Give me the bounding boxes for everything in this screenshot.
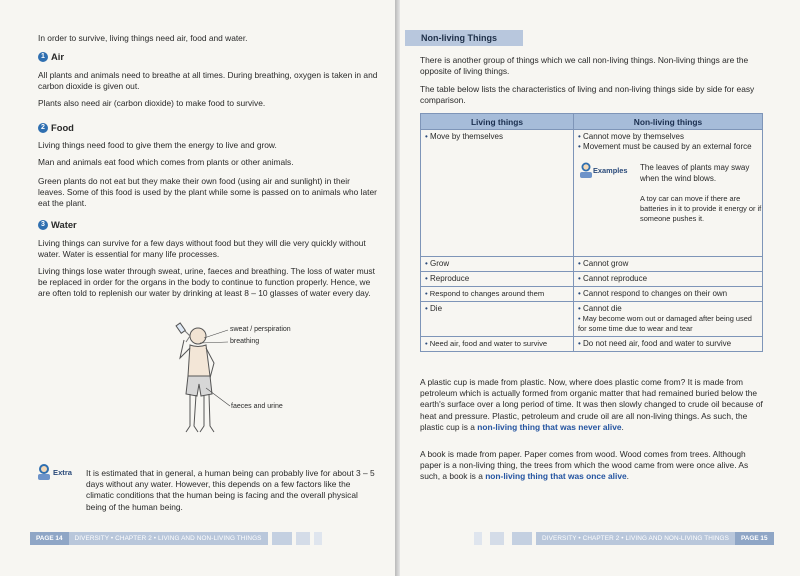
footer-block: [272, 532, 292, 545]
footer-block: [314, 532, 322, 545]
cell-text: • Reproduce: [425, 274, 469, 283]
air-paragraph-1: All plants and animals need to breathe at all times. During breathing, oxygen is taken in and carbon dioxide is given out.: [38, 70, 378, 92]
footer-block: [296, 532, 310, 545]
table-cell: [421, 130, 574, 257]
left-page: [0, 0, 395, 576]
footer-block: [474, 532, 482, 545]
water-heading: [38, 219, 77, 230]
water-heading-label: Water: [51, 219, 77, 230]
table-header-nonliving: Non-living things: [574, 114, 763, 130]
number-badge: 2: [38, 123, 48, 133]
nonliving-paragraph-2: The table below lists the characteristics of living and non-living things side by side for easy comparison.: [420, 84, 755, 106]
cell-text: • Cannot reproduce: [578, 274, 647, 283]
food-paragraph-1: Living things need food to give them the energy to live and grow.: [38, 140, 277, 150]
table-cell: [574, 257, 763, 272]
food-paragraph-3: Green plants do not eat but they make their own food (using air and sunlight) in their leaves. Some of this food is used by the plant while some is passed on to animals who later eat the plant.: [38, 176, 377, 209]
examples-label: Examples: [593, 166, 628, 175]
number-badge: 1: [38, 52, 48, 62]
nonliving-paragraph-1: There is another group of things which we call non-living things. Non-living things are the opposite of living things.: [420, 55, 749, 77]
plastic-cup-end: .: [621, 421, 624, 432]
left-chapter-label: DIVERSITY • CHAPTER 2 • LIVING AND NON-LIVING THINGS: [69, 532, 268, 545]
table-cell: [574, 130, 763, 257]
right-footer: [470, 532, 774, 545]
table-row: [421, 257, 763, 272]
table-cell: [421, 287, 574, 302]
table-header-living: Living things: [421, 114, 574, 130]
cell-text: • Movement must be caused by an external force: [578, 142, 758, 152]
cell-text: • Cannot respond to changes on their own: [578, 289, 727, 298]
cell-text: • Need air, food and water to survive: [425, 339, 547, 348]
human-figure-drawing: [176, 323, 214, 432]
cell-text: • Die: [425, 304, 442, 313]
book-paragraph: [420, 449, 763, 483]
cell-text: • May become worn out or damaged after being used for some time due to wear and tear: [578, 314, 758, 334]
plastic-cup-paragraph: [420, 377, 763, 433]
extra-text: It is estimated that in general, a human being can probably live for about 3 – 5 days without any water. However, this depends on a few factors like the climatic conditions that the human being is facing and the overall physical being of the human being.: [86, 468, 375, 512]
food-paragraph-2: Man and animals eat food which comes from plants or other animals.: [38, 157, 294, 167]
extra-badge: [36, 463, 76, 487]
footer-block: [512, 532, 532, 545]
examples-box: [578, 156, 762, 236]
number-badge: 3: [38, 220, 48, 230]
cell-text: • Cannot die: [578, 304, 758, 314]
right-chapter-label: DIVERSITY • CHAPTER 2 • LIVING AND NON-LIVING THINGS: [536, 532, 735, 545]
table-row: [421, 287, 763, 302]
plastic-cup-highlight: non-living thing that was never alive: [477, 421, 622, 432]
intro-text: In order to survive, living things need air, food and water.: [38, 33, 248, 43]
reader-icon: [578, 162, 594, 178]
cell-text: • Do not need air, food and water to survive: [578, 339, 731, 348]
table-row: [421, 272, 763, 287]
book-end: .: [626, 471, 629, 482]
air-heading-label: Air: [51, 51, 65, 62]
examples-badge: [578, 162, 632, 180]
label-faeces-urine: faeces and urine: [231, 403, 283, 410]
air-paragraph-2: Plants also need air (carbon dioxide) to make food to survive.: [38, 98, 266, 108]
right-page-number: PAGE 15: [735, 532, 774, 545]
example-1: The leaves of plants may sway when the wind blows.: [640, 163, 750, 183]
food-heading: [38, 122, 74, 133]
table-cell: [574, 302, 763, 337]
plastic-cup-text: A plastic cup is made from plastic. Now, where does plastic come from? It is made from petroleum which is actually formed from organic matter that had remained buried below the earth's surface over a long period of time. It was then slowly changed to crude oil because of heat and pressure. Plastic, petroleum and crude oil are all non-living things. As such, the plastic cup is a: [420, 377, 763, 432]
table-cell: [574, 337, 763, 352]
cell-text: • Respond to changes around them: [425, 289, 544, 298]
section-title: Non-living Things: [405, 30, 523, 46]
cell-text: • Cannot move by themselves: [578, 132, 758, 142]
air-heading: [38, 51, 64, 62]
cell-text: • Move by themselves: [425, 132, 503, 141]
left-page-number: PAGE 14: [30, 532, 69, 545]
water-paragraph-2: Living things lose water through sweat, urine, faeces and breathing. The loss of water must be replaced in order for the organs in the body to continue to function properly. Hence, we are often told to replenish our water by drinking at least 8 – 10 glasses of water every day.: [38, 266, 375, 299]
cell-text: • Grow: [425, 259, 449, 268]
table-cell: [574, 287, 763, 302]
table-cell: [574, 272, 763, 287]
left-footer: [30, 532, 322, 545]
table-row: [421, 337, 763, 352]
table-row: [421, 302, 763, 337]
table-cell: [421, 337, 574, 352]
label-sweat: sweat / perspiration: [230, 326, 291, 333]
table-cell: [421, 302, 574, 337]
table-header-row: [421, 114, 763, 130]
table-row: [421, 130, 763, 257]
footer-block: [490, 532, 504, 545]
label-breathing: breathing: [230, 338, 260, 345]
reader-icon: [36, 463, 52, 481]
example-2: A toy car can move if there are batteries in it to provide it energy or if someone pushes it.: [640, 194, 762, 223]
book-text: A book is made from paper. Paper comes from wood. Wood comes from trees. Although paper is a non-living thing, the trees from which the wood came from were once alive. As such, a book is a: [420, 449, 749, 482]
cell-text: • Cannot grow: [578, 259, 628, 268]
human-water-loss-figure: [160, 318, 310, 438]
table-cell: [421, 257, 574, 272]
comparison-table: [420, 113, 763, 352]
food-heading-label: Food: [51, 122, 74, 133]
water-paragraph-1: Living things can survive for a few days without food but they will die very quickly without water. Water is essential for many life processes.: [38, 238, 366, 260]
book-highlight: non-living thing that was once alive: [485, 471, 627, 482]
table-cell: [421, 272, 574, 287]
extra-label: Extra: [53, 468, 72, 477]
